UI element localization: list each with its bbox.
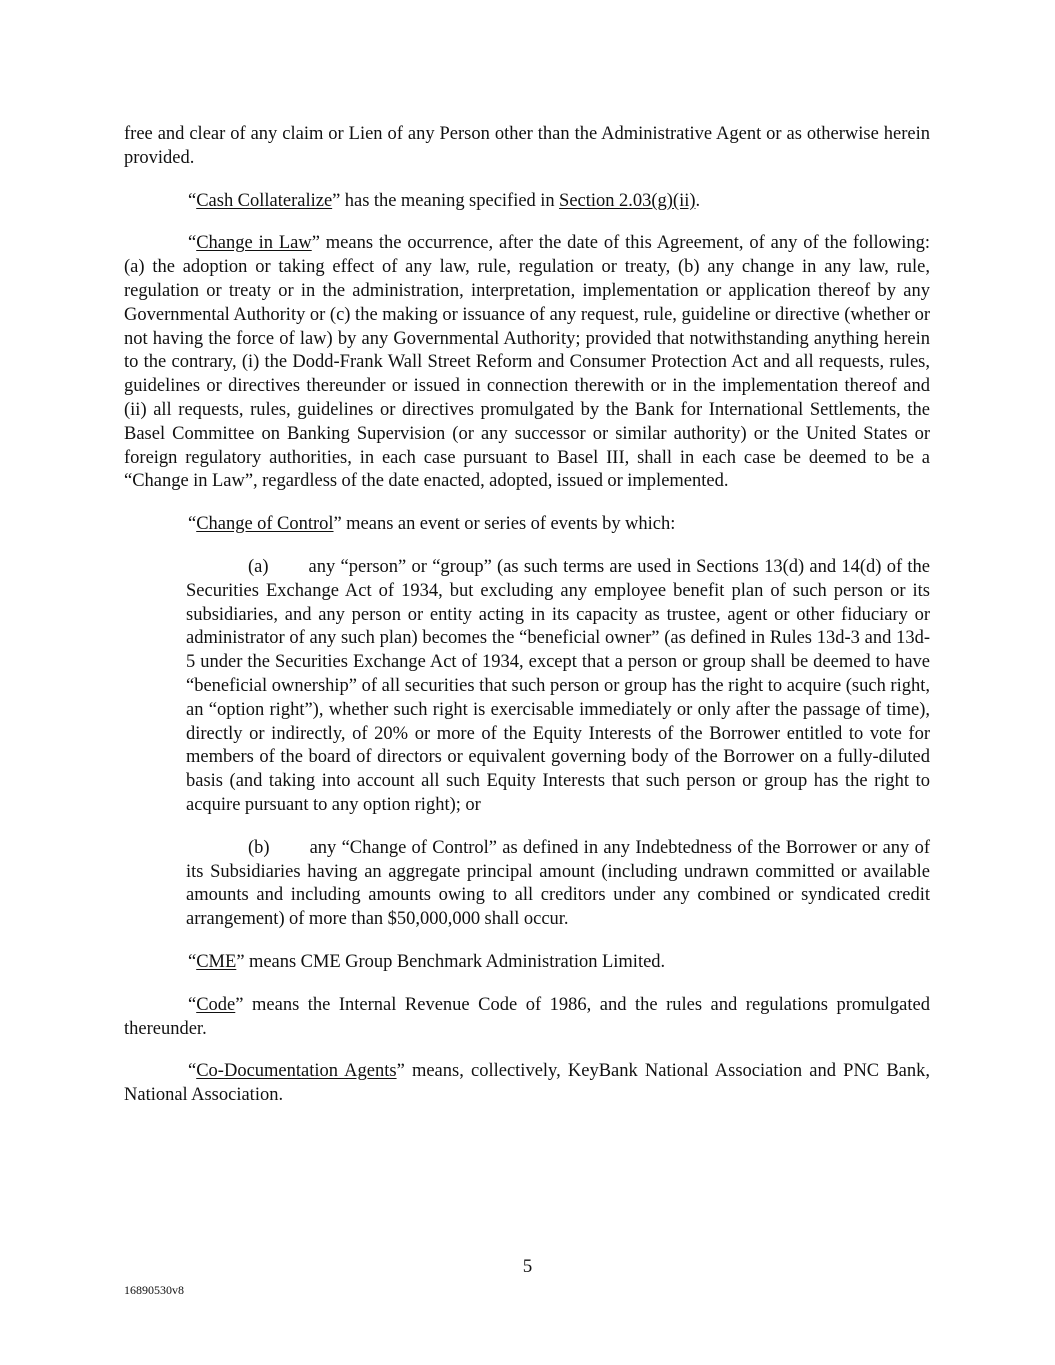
document-id: 16890530v8 (124, 1283, 184, 1297)
definition-change-in-law (124, 232, 930, 494)
definition-text: ” has the meaning specified in (332, 190, 560, 211)
definition-cash-collateralize (124, 190, 930, 214)
open-quote: “ (188, 514, 197, 535)
definition-text: ” means the occurrence, after the date of this Agreement, of any of the following: (a) the adoption or taking effect of any law, rule, regulation or treaty, (b) any change in any law, rule, regulation or treaty or in the administration, interpretation, implementation or application thereof by any Governmental Authority or (c) the making or issuance of any request, rule, guideline or directive (whether or not having the force of law) by any Governmental Authority; provided that notwithstanding anything herein to the contrary, (i) the Dodd-Frank Wall Street Reform and Consumer Protection Act and all requests, rules, guidelines or directives thereunder or issued in connection therewith or in the implementation thereof and (ii) all requests, rules, guidelines or directives promulgated by the Bank for International Settlements, the Basel Committee on Banking Supervision (or any successor or similar authority) or the United States or foreign regulatory authorities, in each case pursuant to Basel III, shall in each case be deemed to be a “Change in Law”, regardless of the date enacted, adopted, issued or implemented. (124, 233, 931, 492)
definition-text: ” means an event or series of events by which: (333, 514, 676, 535)
definition-text: ” means CME Group Benchmark Administration Limited. (236, 951, 666, 972)
document-body (124, 123, 930, 1108)
open-quote: “ (188, 233, 197, 254)
open-quote: “ (188, 190, 197, 211)
defined-term: Co-Documentation Agents (196, 1061, 397, 1082)
defined-term: Change in Law (196, 233, 312, 254)
open-quote: “ (188, 1061, 197, 1082)
defined-term: Code (196, 994, 236, 1015)
definition-end: . (695, 190, 701, 211)
definition-code (124, 994, 930, 1042)
definition-text: ” means the Internal Revenue Code of 1986, and the rules and regulations promulgated thereunder. (124, 994, 930, 1039)
definition-cme (124, 951, 930, 975)
definition-change-of-control (124, 513, 930, 537)
clause-text: any “Change of Control” as defined in any Indebtedness of the Borrower or any of its Subsidiaries having an aggregate principal amount (including undrawn committed or available amounts and including amounts owing to all creditors under any combined or syndicated credit arrangement) of more than $50,000,000 shall occur. (186, 837, 930, 930)
clause-label: (b) (248, 837, 270, 858)
section-reference: Section 2.03(g)(ii) (559, 190, 696, 211)
defined-term: Change of Control (196, 514, 334, 535)
open-quote: “ (188, 994, 197, 1015)
continuation-paragraph: free and clear of any claim or Lien of any Person other than the Administrative Agent or as otherwise herein provided. (124, 124, 930, 168)
defined-term: CME (196, 951, 237, 972)
open-quote: “ (188, 951, 197, 972)
page-number: 5 (522, 1256, 533, 1277)
clause-label: (a) (248, 556, 269, 577)
definition-text: ” means, collectively, KeyBank National Association and PNC Bank, National Association. (124, 1061, 930, 1106)
definition-co-documentation-agents (124, 1060, 930, 1108)
clause-text: any “person” or “group” (as such terms are used in Sections 13(d) and 14(d) of the Securities Exchange Act of 1934, but excluding any employee benefit plan of such person or its subsidiaries, and any person or entity acting in its capacity as trustee, agent or other fiduciary or administrator of any such plan) becomes the “beneficial owner” (as defined in Rules 13d-3 and 13d-5 under the Securities Exchange Act of 1934, except that a person or group shall be deemed to have “beneficial ownership” of all securities that such person or group has the right to acquire (such right, an “option right”), whether such right is exercisable immediately or only after the passage of time), directly or indirectly, of 20% or more of the Equity Interests of the Borrower entitled to vote for members of the board of directors or equivalent governing body of the Borrower on a fully-diluted basis (and taking into account all such Equity Interests that such person or group has the right to acquire pursuant to any option right); or (186, 556, 930, 815)
clause-b (186, 837, 930, 932)
defined-term: Cash Collateralize (196, 190, 333, 211)
clause-a (186, 556, 930, 818)
